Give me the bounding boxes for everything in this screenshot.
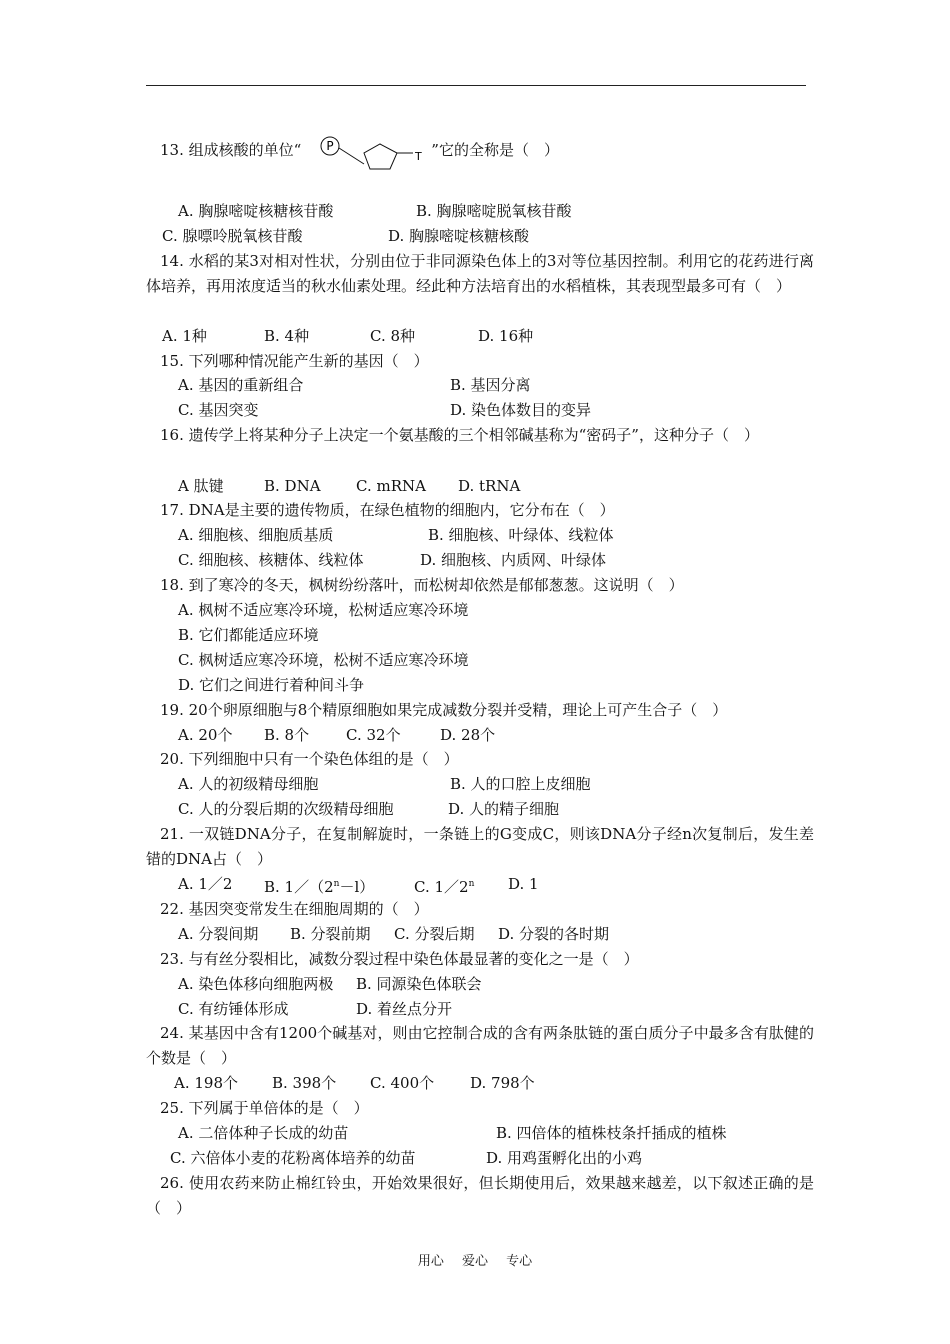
q23-option-c: C. 有纺锤体形成 [178, 1000, 289, 1018]
q19-option-b: B. 8个 [264, 726, 310, 744]
q16-option-d: D. tRNA [458, 477, 521, 495]
q21-option-b-exponent: n [333, 879, 340, 889]
q21-option-a: A. 1／2 [178, 875, 233, 893]
q21-option-c-exponent: n [468, 879, 475, 889]
q14-option-d: D. 16种 [478, 327, 534, 345]
q21-option-b [264, 874, 374, 897]
q19-option-d: D. 28个 [440, 726, 496, 744]
q21-option-d: D. 1 [508, 875, 539, 893]
q13-option-c: C. 腺嘌呤脱氧核苷酸 [162, 227, 303, 245]
q20-option-d: D. 人的精子细胞 [448, 800, 560, 818]
question-24-stem: 24. 某基因中含有1200个碱基对，则由它控制合成的含有两条肽链的蛋白质分子中最多含有肽健的个数是（ ） [146, 1024, 814, 1067]
q20-option-b: B. 人的口腔上皮细胞 [450, 775, 591, 793]
q19-option-a: A. 20个 [178, 726, 233, 744]
question-26-stem: 26. 使用农药来防止棉红铃虫，开始效果很好，但长期使用后，效果越来越差，以下叙述正确的是（ ） [146, 1174, 814, 1217]
q22-option-b: B. 分裂前期 [290, 925, 371, 943]
q17-option-c: C. 细胞核、核糖体、线粒体 [178, 551, 364, 569]
q15-option-b: B. 基因分离 [450, 376, 531, 394]
header-rule [146, 85, 806, 86]
q18-option-b: B. 它们都能适应环境 [178, 626, 319, 644]
q22-option-c: C. 分裂后期 [394, 925, 475, 943]
q25-option-d: D. 用鸡蛋孵化出的小鸡 [486, 1149, 643, 1167]
question-15-stem: 15. 下列哪种情况能产生新的基因（ ） [160, 352, 429, 370]
q16-option-c: C. mRNA [356, 477, 426, 495]
q15-option-a: A. 基因的重新组合 [178, 376, 304, 394]
q13-option-a: A. 胸腺嘧啶核糖核苷酸 [178, 202, 334, 220]
phosphate-label: P [326, 139, 334, 153]
q15-option-c: C. 基因突变 [178, 401, 259, 419]
question-18-stem: 18. 到了寒冷的冬天，枫树纷纷落叶，而松树却依然是郁郁葱葱。这说明（ ） [160, 576, 684, 594]
q21-option-c [414, 874, 474, 897]
q17-option-b: B. 细胞核、叶绿体、线粒体 [428, 526, 614, 544]
q25-option-c: C. 六倍体小麦的花粉离体培养的幼苗 [170, 1149, 416, 1167]
q22-option-a: A. 分裂间期 [178, 925, 259, 943]
question-23-stem: 23. 与有丝分裂相比，减数分裂过程中染色体最显著的变化之一是（ ） [160, 950, 639, 968]
q19-option-c: C. 32个 [346, 726, 401, 744]
q18-option-a: A. 枫树不适应寒冷环境，松树适应寒冷环境 [178, 601, 469, 619]
question-25-stem: 25. 下列属于单倍体的是（ ） [160, 1099, 369, 1117]
q25-option-a: A. 二倍体种子长成的幼苗 [178, 1124, 349, 1142]
q24-option-b: B. 398个 [272, 1074, 337, 1092]
q21-option-b-base: B. 1／（2 [264, 878, 334, 896]
q14-option-a: A. 1种 [162, 327, 207, 345]
nucleotide-diagram [318, 130, 428, 172]
q24-option-d: D. 798个 [470, 1074, 535, 1092]
question-16-stem: 16. 遗传学上将某种分子上决定一个氨基酸的三个相邻碱基称为“密码子”，这种分子（ ） [160, 426, 759, 444]
question-19-stem: 19. 20个卵原细胞与8个精原细胞如果完成减数分裂并受精，理论上可产生合子（ ） [160, 701, 728, 719]
q23-option-b: B. 同源染色体联会 [356, 975, 482, 993]
question-21-stem: 21. 一双链DNA分子，在复制解旋时，一条链上的G变成C，则该DNA分子经n次复制后，发生差错的DNA占（ ） [146, 825, 814, 868]
q23-option-d: D. 着丝点分开 [356, 1000, 453, 1018]
question-17-stem: 17. DNA是主要的遗传物质，在绿色植物的细胞内，它分布在（ ） [160, 501, 615, 519]
q21-option-c-base: C. 1／2 [414, 878, 469, 896]
q16-option-a: A 肽键 [178, 477, 224, 495]
q13-option-d: D. 胸腺嘧啶核糖核酸 [388, 227, 530, 245]
q17-option-d: D. 细胞核、内质网、叶绿体 [420, 551, 607, 569]
q15-option-d: D. 染色体数目的变异 [450, 401, 592, 419]
pentose-ring [364, 144, 397, 169]
q13-stem-before: 13. 组成核酸的单位“ [160, 141, 302, 159]
question-14-stem: 14. 水稻的某3对相对性状，分别由位于非同源染色体上的3对等位基因控制。利用它的花药进行离体培养，再用浓度适当的秋水仙素处理。经此种方法培育出的水稻植株，其表现型最多可有（ ） [146, 252, 814, 295]
q18-option-c: C. 枫树适应寒冷环境，松树不适应寒冷环境 [178, 651, 469, 669]
base-label: T [415, 150, 422, 163]
q13-option-b: B. 胸腺嘧啶脱氧核苷酸 [416, 202, 572, 220]
q20-option-a: A. 人的初级精母细胞 [178, 775, 319, 793]
q20-option-c: C. 人的分裂后期的次级精母细胞 [178, 800, 394, 818]
q25-option-b: B. 四倍体的植株枝条扦插成的植株 [496, 1124, 727, 1142]
q22-option-d: D. 分裂的各时期 [498, 925, 610, 943]
q14-option-c: C. 8种 [370, 327, 416, 345]
q24-option-a: A. 198个 [174, 1074, 238, 1092]
q14-option-b: B. 4种 [264, 327, 310, 345]
q17-option-a: A. 细胞核、细胞质基质 [178, 526, 334, 544]
q18-option-d: D. 它们之间进行着种间斗争 [178, 676, 365, 694]
q23-option-a: A. 染色体移向细胞两极 [178, 975, 334, 993]
q13-stem-after: ”它的全称是（ ） [431, 141, 559, 159]
question-22-stem: 22. 基因突变常发生在细胞周期的（ ） [160, 900, 429, 918]
page-footer: 用心 爱心 专心 [417, 1254, 533, 1269]
q16-option-b: B. DNA [264, 477, 321, 495]
question-20-stem: 20. 下列细胞中只有一个染色体组的是（ ） [160, 750, 459, 768]
q24-option-c: C. 400个 [370, 1074, 435, 1092]
q21-option-b-tail: －l） [339, 878, 375, 896]
